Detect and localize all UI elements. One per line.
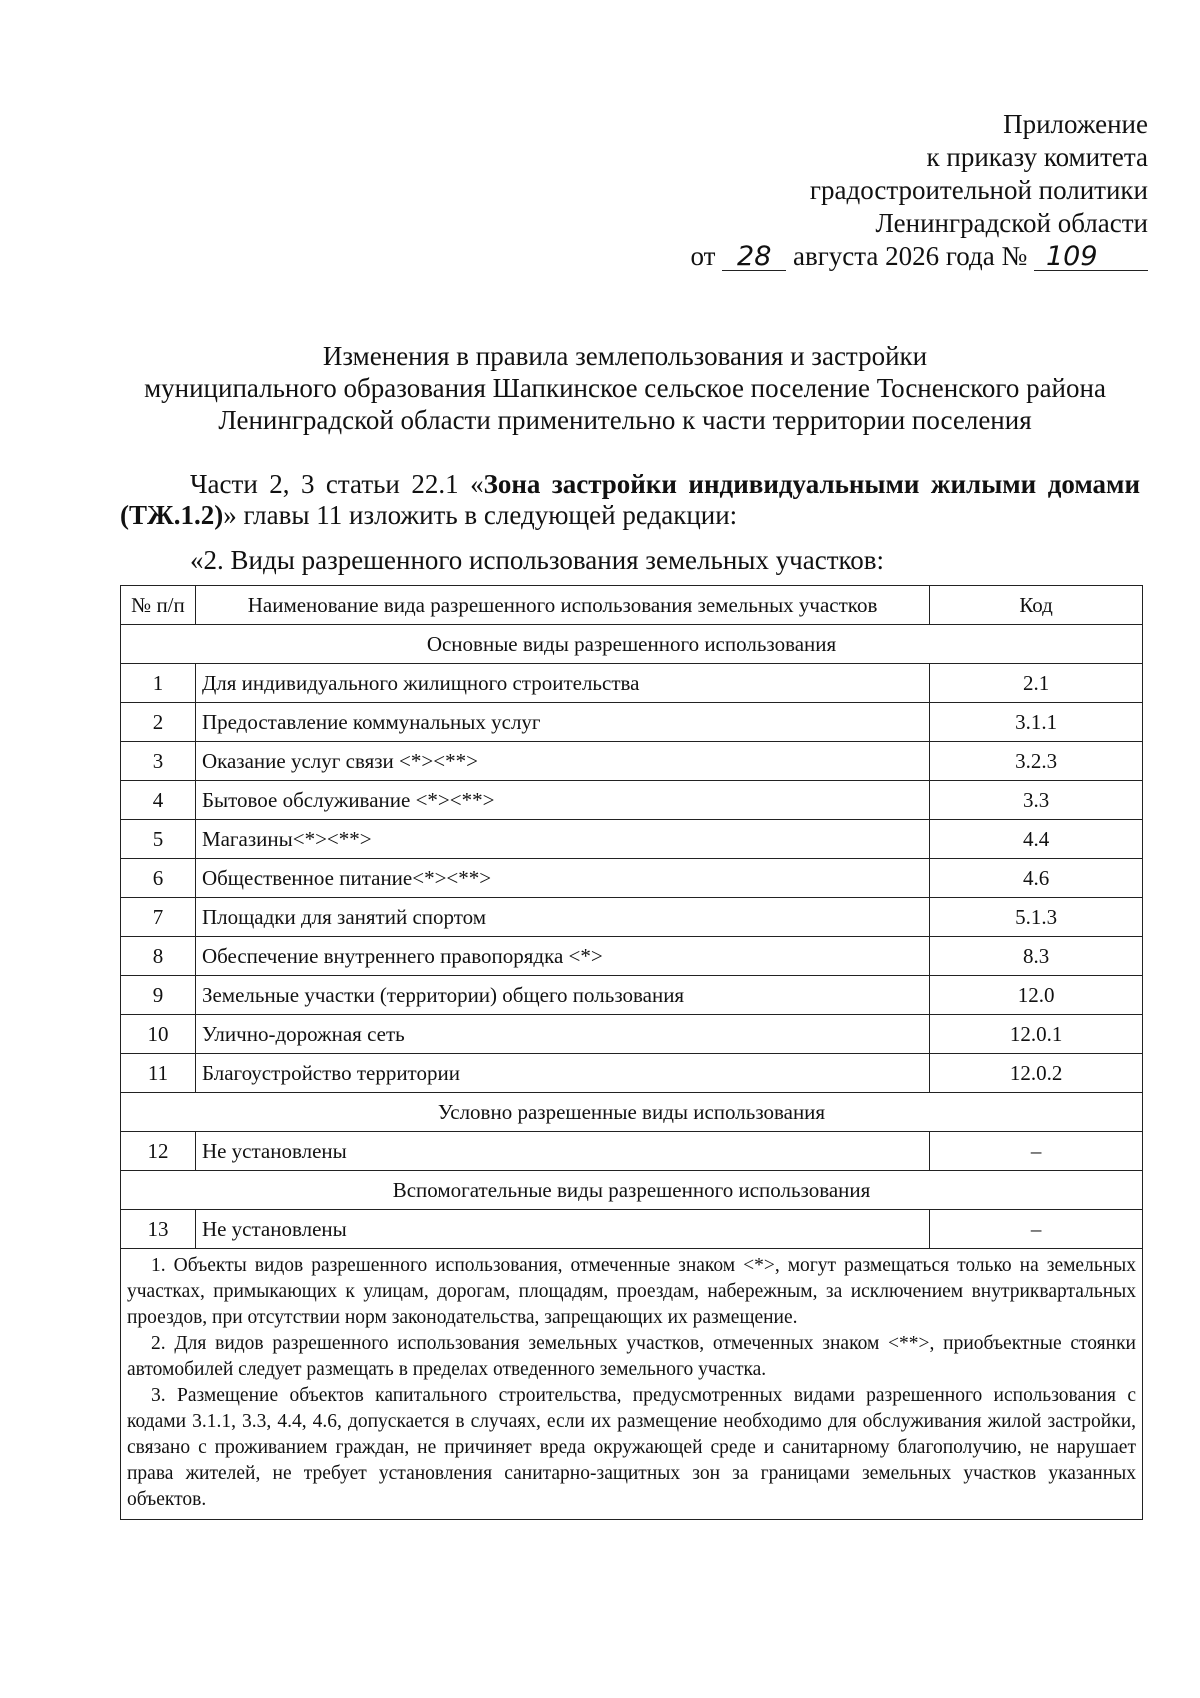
row-number: 3 — [121, 742, 196, 781]
row-number: 7 — [121, 898, 196, 937]
row-number: 13 — [121, 1210, 196, 1249]
land-use-table — [120, 585, 1143, 1520]
row-name: Улично-дорожная сеть — [195, 1015, 929, 1054]
notes-row — [121, 1249, 1143, 1520]
intro-start: Части 2, 3 статьи 22.1 « — [190, 469, 484, 499]
note-3: 3. Размещение объектов капитального строительства, предусмотренных видами разрешенного использования с кодами 3.1.1, 3.3, 4.4, 4.6, допускается в случаях, если их размещение необходимо для обслуживания жилой застройки, связано с проживанием граждан, не причиняет вреда окружающей среде и санитарному благополучию, не нарушает права жителей, не требует установления санитарно-защитных зон за границами земельных участков указанных объектов. — [127, 1385, 1136, 1510]
zone-name: Зона застройки индивидуальными жилыми домами (ТЖ.1.2) — [120, 469, 1140, 530]
approval-line-3: градостроительной политики — [809, 175, 1148, 205]
table-row — [121, 781, 1143, 820]
document-title — [100, 340, 1150, 436]
approval-line-1: Приложение — [1003, 109, 1148, 139]
row-name: Магазины<*><**> — [195, 820, 929, 859]
table-header-row — [121, 586, 1143, 625]
title-line-1: Изменения в правила землепользования и застройки — [322, 341, 928, 371]
row-code: – — [930, 1132, 1143, 1171]
row-name: Бытовое обслуживание <*><**> — [195, 781, 929, 820]
approval-line-2: к приказу комитета — [926, 142, 1148, 172]
row-name: Не установлены — [195, 1132, 929, 1171]
section-main-title: Основные виды разрешенного использования — [121, 625, 1143, 664]
row-number: 4 — [121, 781, 196, 820]
section-auxiliary-title: Вспомогательные виды разрешенного использования — [121, 1171, 1143, 1210]
table-row — [121, 859, 1143, 898]
row-number: 2 — [121, 703, 196, 742]
intro-paragraph — [120, 469, 1140, 531]
row-code: 4.4 — [930, 820, 1143, 859]
row-name: Оказание услуг связи <*><**> — [195, 742, 929, 781]
row-name: Не установлены — [195, 1210, 929, 1249]
row-name: Общественное питание<*><**> — [195, 859, 929, 898]
row-name: Благоустройство территории — [195, 1054, 929, 1093]
section-row-auxiliary — [121, 1171, 1143, 1210]
table-row — [121, 898, 1143, 937]
handwritten-day: 28 — [722, 244, 786, 271]
row-number: 1 — [121, 664, 196, 703]
table-row — [121, 1210, 1143, 1249]
row-code: 12.0 — [930, 976, 1143, 1015]
header-number: № п/п — [121, 586, 196, 625]
approval-block — [628, 108, 1148, 273]
row-name: Для индивидуального жилищного строительства — [195, 664, 929, 703]
table-row — [121, 742, 1143, 781]
note-1: 1. Объекты видов разрешенного использования, отмеченные знаком <*>, могут размещаться только на земельных участках, примыкающих к улицам, дорогам, площадям, проездам, набережным, за исключением внутриквартальных проездов, при отсутствии норм законодательства, запрещающих их размещение. — [127, 1255, 1136, 1328]
table-row — [121, 1132, 1143, 1171]
row-code: 5.1.3 — [930, 898, 1143, 937]
approval-line-4: Ленинградской области — [875, 208, 1148, 238]
row-name: Земельные участки (территории) общего пользования — [195, 976, 929, 1015]
title-line-2: муниципального образования Шапкинское сельское поселение Тосненского района — [144, 373, 1106, 403]
row-number: 6 — [121, 859, 196, 898]
header-code: Код — [930, 586, 1143, 625]
note-2: 2. Для видов разрешенного использования земельных участков, отмеченных знаком <**>, приобъектные стоянки автомобилей следует размещать в пределах отведенного земельного участка. — [127, 1333, 1136, 1380]
row-number: 8 — [121, 937, 196, 976]
row-code: 3.1.1 — [930, 703, 1143, 742]
table-row — [121, 976, 1143, 1015]
title-line-3: Ленинградской области применительно к части территории поселения — [218, 405, 1032, 435]
row-code: 8.3 — [930, 937, 1143, 976]
row-code: 12.0.1 — [930, 1015, 1143, 1054]
section-row-conditional — [121, 1093, 1143, 1132]
row-number: 10 — [121, 1015, 196, 1054]
row-code: – — [930, 1210, 1143, 1249]
section-conditional-title: Условно разрешенные виды использования — [121, 1093, 1143, 1132]
row-number: 5 — [121, 820, 196, 859]
row-code: 3.2.3 — [930, 742, 1143, 781]
row-name: Площадки для занятий спортом — [195, 898, 929, 937]
row-code: 2.1 — [930, 664, 1143, 703]
row-number: 11 — [121, 1054, 196, 1093]
row-name: Обеспечение внутреннего правопорядка <*> — [195, 937, 929, 976]
table-row — [121, 664, 1143, 703]
section-row-main — [121, 625, 1143, 664]
intro-text — [120, 469, 1140, 576]
header-name: Наименование вида разрешенного использования земельных участков — [195, 586, 929, 625]
table-row — [121, 937, 1143, 976]
date-rest: августа 2026 года № — [792, 241, 1028, 271]
row-number: 9 — [121, 976, 196, 1015]
table-row — [121, 1054, 1143, 1093]
intro-end: » главы 11 изложить в следующей редакции: — [223, 500, 738, 530]
approval-date-line — [628, 240, 1148, 273]
row-code: 3.3 — [930, 781, 1143, 820]
notes-cell — [121, 1249, 1143, 1520]
row-code: 4.6 — [930, 859, 1143, 898]
table-row — [121, 1015, 1143, 1054]
row-name: Предоставление коммунальных услуг — [195, 703, 929, 742]
table-row — [121, 703, 1143, 742]
row-code: 12.0.2 — [930, 1054, 1143, 1093]
handwritten-order-number: 109 — [1034, 244, 1148, 271]
table-row — [121, 820, 1143, 859]
section-heading: «2. Виды разрешенного использования земельных участков: — [190, 545, 884, 575]
date-prefix: от — [690, 241, 716, 271]
row-number: 12 — [121, 1132, 196, 1171]
